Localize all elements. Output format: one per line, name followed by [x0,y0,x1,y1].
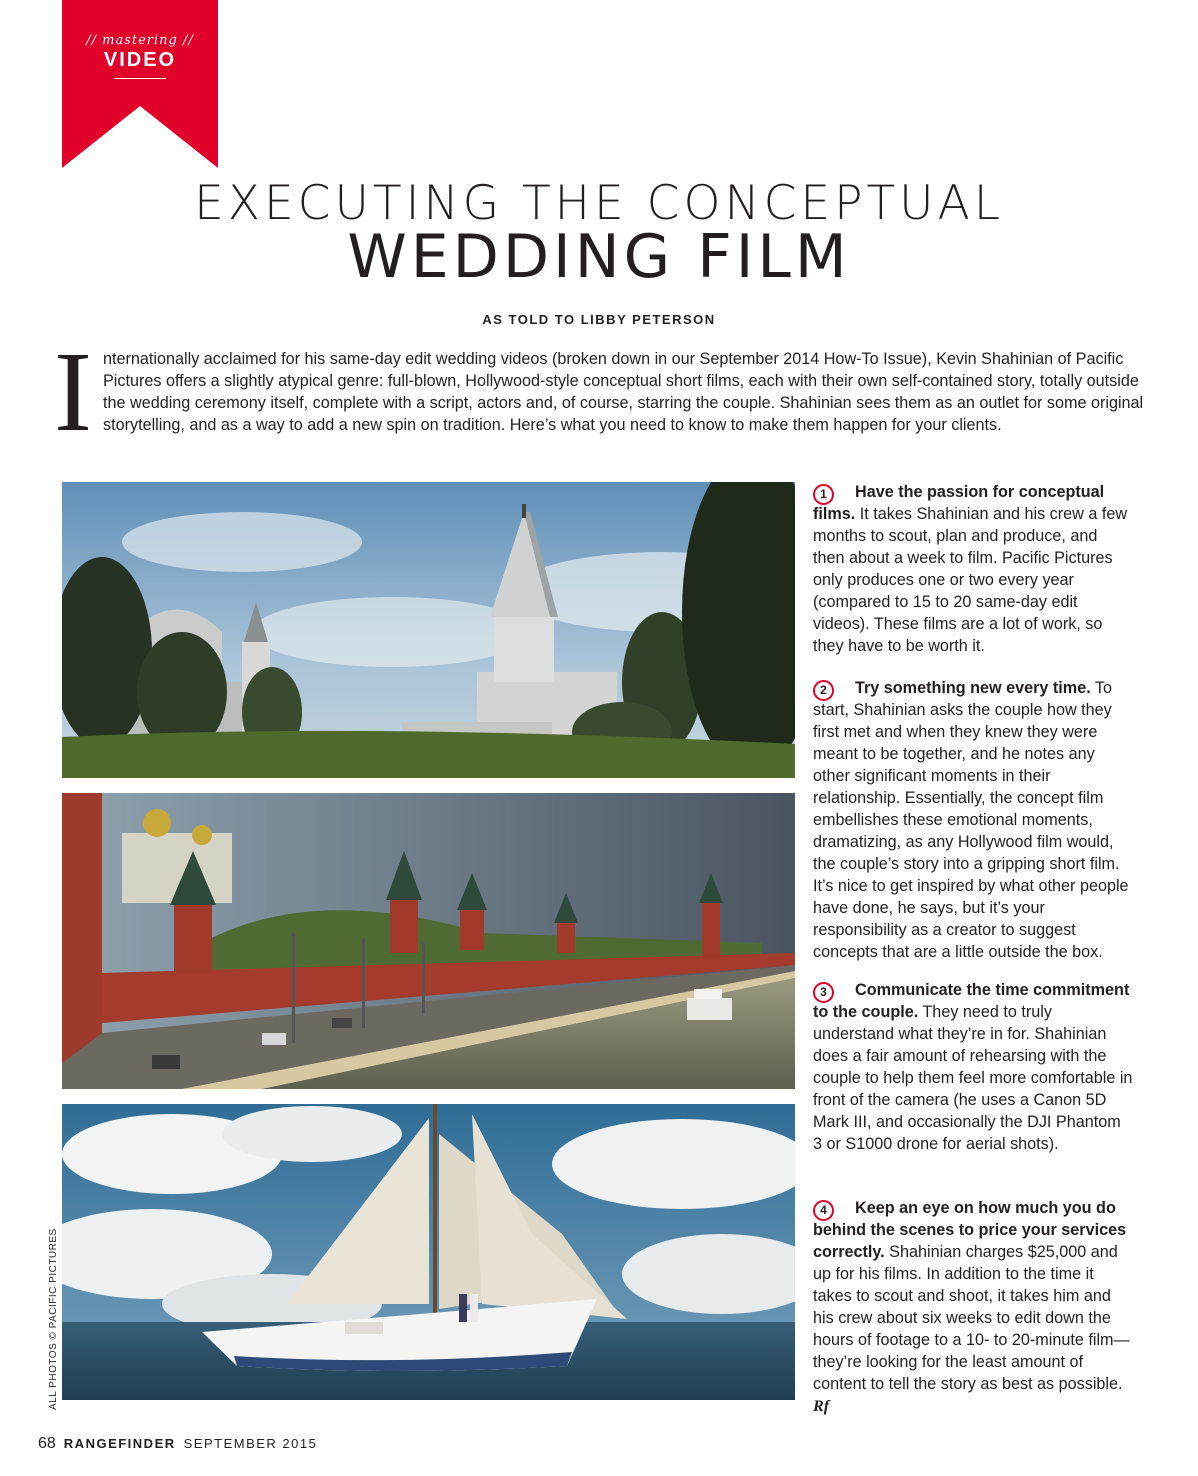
headline-line-1: EXECUTING THE CONCEPTUAL [194,176,1004,231]
intro-paragraph: nternationally acclaimed for his same-day edit wedding videos (broken down in our September 2014 How-To Issue), Kevin Shahinian of Pacific Pictures offers a slightly atypical genre: full-blown, Hollywood-style conceptual short films, each with their own self-contained story, totally outside the wedding ceremony itself, complete with a script, actors and, of course, starring the couple. Shahinian sees them as an outlet for some original storytelling, and as a way to add a new spin on tradition. Here’s what you need to know to make them happen for your clients. [103,350,1144,434]
issue-date: SEPTEMBER 2015 [183,1436,318,1451]
tip-body: It takes Shahinian and his crew a few months to scout, plan and produce, and then about a week to film. Pacific Pictures only produces one or two every year (compared to 15 to 20 same-day edit videos). These films are a lot of work, so they have to be worth it. [813,505,1128,655]
section-ribbon [62,0,218,168]
tip-body: They need to truly understand what they’re in for. Shahinian does a fair amount of rehearsing with the couple to help them feel more comfortable in front of the camera (he uses a Canon 5D Mark III, and occasionally the DJI Phantom 3 or S1000 drone for aerial shots). [813,1003,1133,1153]
tip-heading: Keep an eye on how much you do behind the scenes to price your services correctly. [813,1199,1127,1261]
tip-4 [813,1197,1133,1417]
tip-body: Shahinian charges $25,000 and up for his films. In addition to the time it takes to scout and shoot, it takes him and his crew about six weeks to edit down the hours of footage to a 10- to 20-minute film—they’re looking for the least amount of content to tell the story as best as possible. [813,1243,1130,1393]
photo-kremlin [62,793,795,1089]
byline: AS TOLD TO LIBBY PETERSON [482,312,716,327]
tip-number-badge: 1 [813,484,834,505]
section-title: VIDEO [103,49,177,71]
tip-heading: Have the passion for conceptual films. [813,483,1105,523]
tip-number-badge: 2 [813,680,834,701]
section-rule [114,78,166,79]
publication-name: RANGEFINDER [63,1436,176,1451]
photo-sailboat [62,1104,795,1400]
photo-credit: ALL PHOTOS © PACIFIC PICTURES [48,1228,59,1410]
tip-2 [813,677,1133,963]
tip-3 [813,979,1133,1155]
section-kicker: // mastering // [86,33,194,48]
drop-cap: I [54,328,92,455]
end-mark: Rf [813,1397,830,1415]
tip-heading: Try something new every time. [855,679,1091,697]
page-footer [38,1435,317,1453]
page-number: 68 [38,1435,56,1452]
tip-number-badge: 3 [813,982,834,1003]
tip-number-badge: 4 [813,1200,834,1221]
tip-1 [813,481,1133,657]
photo-church [62,482,795,778]
ribbon-shape [62,0,218,168]
tip-heading: Communicate the time commitment to the couple. [813,981,1130,1021]
headline-line-2: WEDDING FILM [347,222,851,292]
tip-body: To start, Shahinian asks the couple how they first met and when they knew they were meant to be together, and he notes any other significant moments in their relationship. Essentially, the concept film embellishes these emotional moments, dramatizing, as any Hollywood film would, the couple’s story into a gripping short film. It’s nice to get inspired by what other people have done, he says, but it’s your responsibility as a creator to suggest concepts that are a little outside the box. [813,679,1129,961]
